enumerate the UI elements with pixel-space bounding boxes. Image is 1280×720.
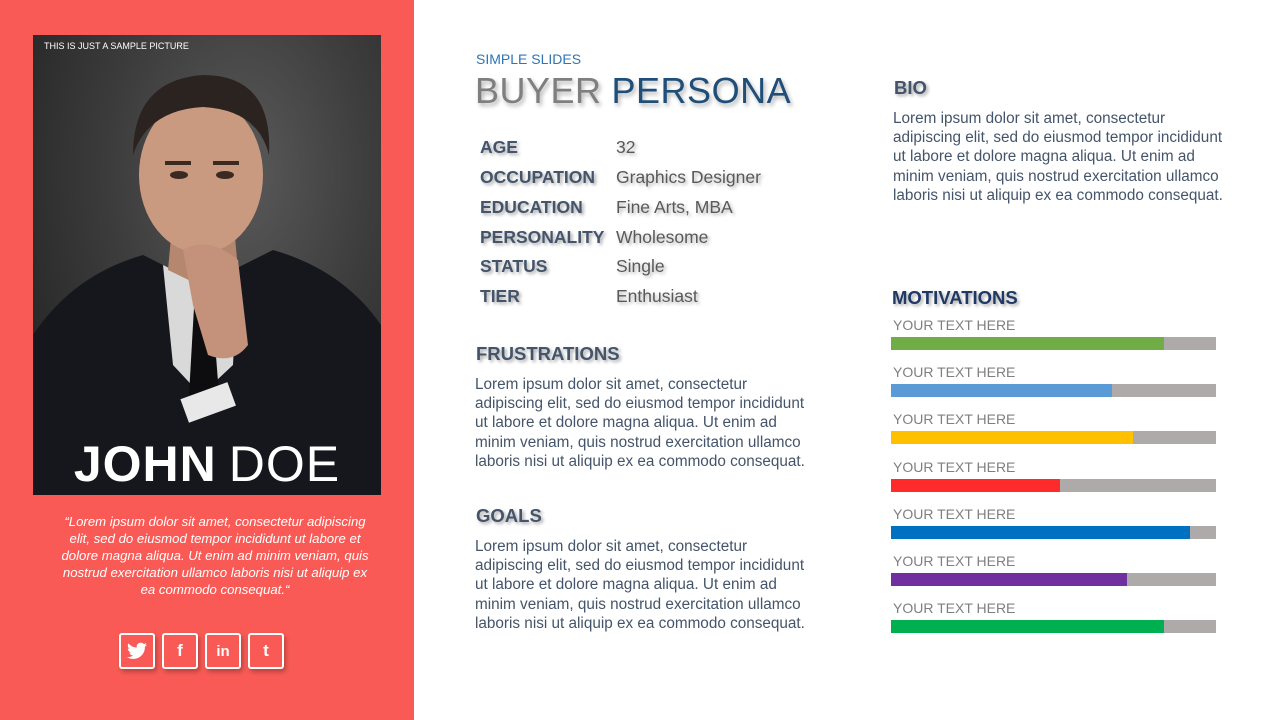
title-part-2: PERSONA [611,70,792,111]
motivation-bar-fill [891,573,1127,586]
motivation-item [891,553,1216,597]
goals-text: Lorem ipsum dolor sit amet, consectetur adipiscing elit, sed do eiusmod tempor incididunt ut labore et dolore magna aliqua. Ut enim ad minim veniam, quis nostrud exercitation ullamco laboris nisi ut aliquip ex ea commodo consequat. [475,538,805,632]
profile-panel [0,0,414,720]
social-links [119,633,284,669]
facebook-icon[interactable]: f [162,633,198,669]
motivation-bar-track [891,431,1216,444]
slide-title [475,70,791,112]
attribute-key: AGE [480,137,518,157]
attribute-value: Graphics Designer [616,167,761,187]
attribute-key: OCCUPATION [480,167,596,187]
profile-photo [33,35,381,495]
title-part-1: BUYER [475,70,602,111]
motivation-label: YOUR TEXT HERE [893,600,1016,616]
motivation-label: YOUR TEXT HERE [893,364,1016,380]
motivation-label: YOUR TEXT HERE [893,411,1016,427]
last-name: DOE [228,436,341,492]
motivation-item [891,317,1216,361]
linkedin-icon[interactable]: in [205,633,241,669]
persona-name [33,435,381,493]
attribute-key: STATUS [480,256,548,276]
motivation-bar-fill [891,620,1164,633]
attribute-key: TIER [480,286,520,306]
motivation-bar-track [891,337,1216,350]
frustrations-heading: FRUSTRATIONS [476,343,620,364]
motivation-bar-fill [891,526,1190,539]
persona-quote: “Lorem ipsum dolor sit amet, consectetur adipiscing elit, sed do eiusmod tempor incididunt ut labore et dolore magna aliqua. Ut enim ad minim veniam, quis nostrud exercitation ullamco laboris nisi ut aliquip ex ea commodo consequat.“ [61,514,369,597]
bio-heading: BIO [894,77,927,98]
attribute-value: Wholesome [616,227,709,247]
attribute-value: Enthusiast [616,286,698,306]
twitter-icon[interactable] [119,633,155,669]
motivation-bar-track [891,573,1216,586]
motivation-item [891,600,1216,644]
photo-caption: THIS IS JUST A SAMPLE PICTURE [44,41,189,51]
motivation-label: YOUR TEXT HERE [893,459,1016,475]
motivations-heading: MOTIVATIONS [892,287,1018,308]
frustrations-text: Lorem ipsum dolor sit amet, consectetur adipiscing elit, sed do eiusmod tempor incididunt ut labore et dolore magna aliqua. Ut enim ad minim veniam, quis nostrud exercitation ullamco laboris nisi ut aliquip ex ea commodo consequat. [475,376,805,470]
portrait-illustration [33,35,381,495]
motivation-item [891,364,1216,408]
attribute-value: Single [616,256,665,276]
motivation-label: YOUR TEXT HERE [893,317,1016,333]
motivation-bar-fill [891,431,1133,444]
first-name: JOHN [73,436,217,492]
attribute-value: 32 [616,137,636,157]
motivation-item [891,411,1216,455]
motivation-bar-fill [891,384,1112,397]
motivation-bar-track [891,526,1216,539]
motivation-bar-fill [891,479,1060,492]
motivation-bar-fill [891,337,1164,350]
motivation-bar-track [891,384,1216,397]
motivation-bar-track [891,479,1216,492]
slide-subtitle: SIMPLE SLIDES [476,51,582,67]
tumblr-icon[interactable]: t [248,633,284,669]
motivation-item [891,506,1216,550]
motivation-bar-track [891,620,1216,633]
attribute-value: Fine Arts, MBA [616,197,733,217]
goals-heading: GOALS [476,505,542,526]
motivation-item [891,459,1216,503]
motivation-label: YOUR TEXT HERE [893,506,1016,522]
attribute-key: PERSONALITY [480,227,605,247]
attribute-key: EDUCATION [480,197,583,217]
bio-text: Lorem ipsum dolor sit amet, consectetur adipiscing elit, sed do eiusmod tempor incididunt ut labore et dolore magna aliqua. Ut enim ad minim veniam, quis nostrud exercitation ullamco laboris nisi ut aliquip ex ea commodo consequat. [893,110,1223,204]
motivation-label: YOUR TEXT HERE [893,553,1016,569]
